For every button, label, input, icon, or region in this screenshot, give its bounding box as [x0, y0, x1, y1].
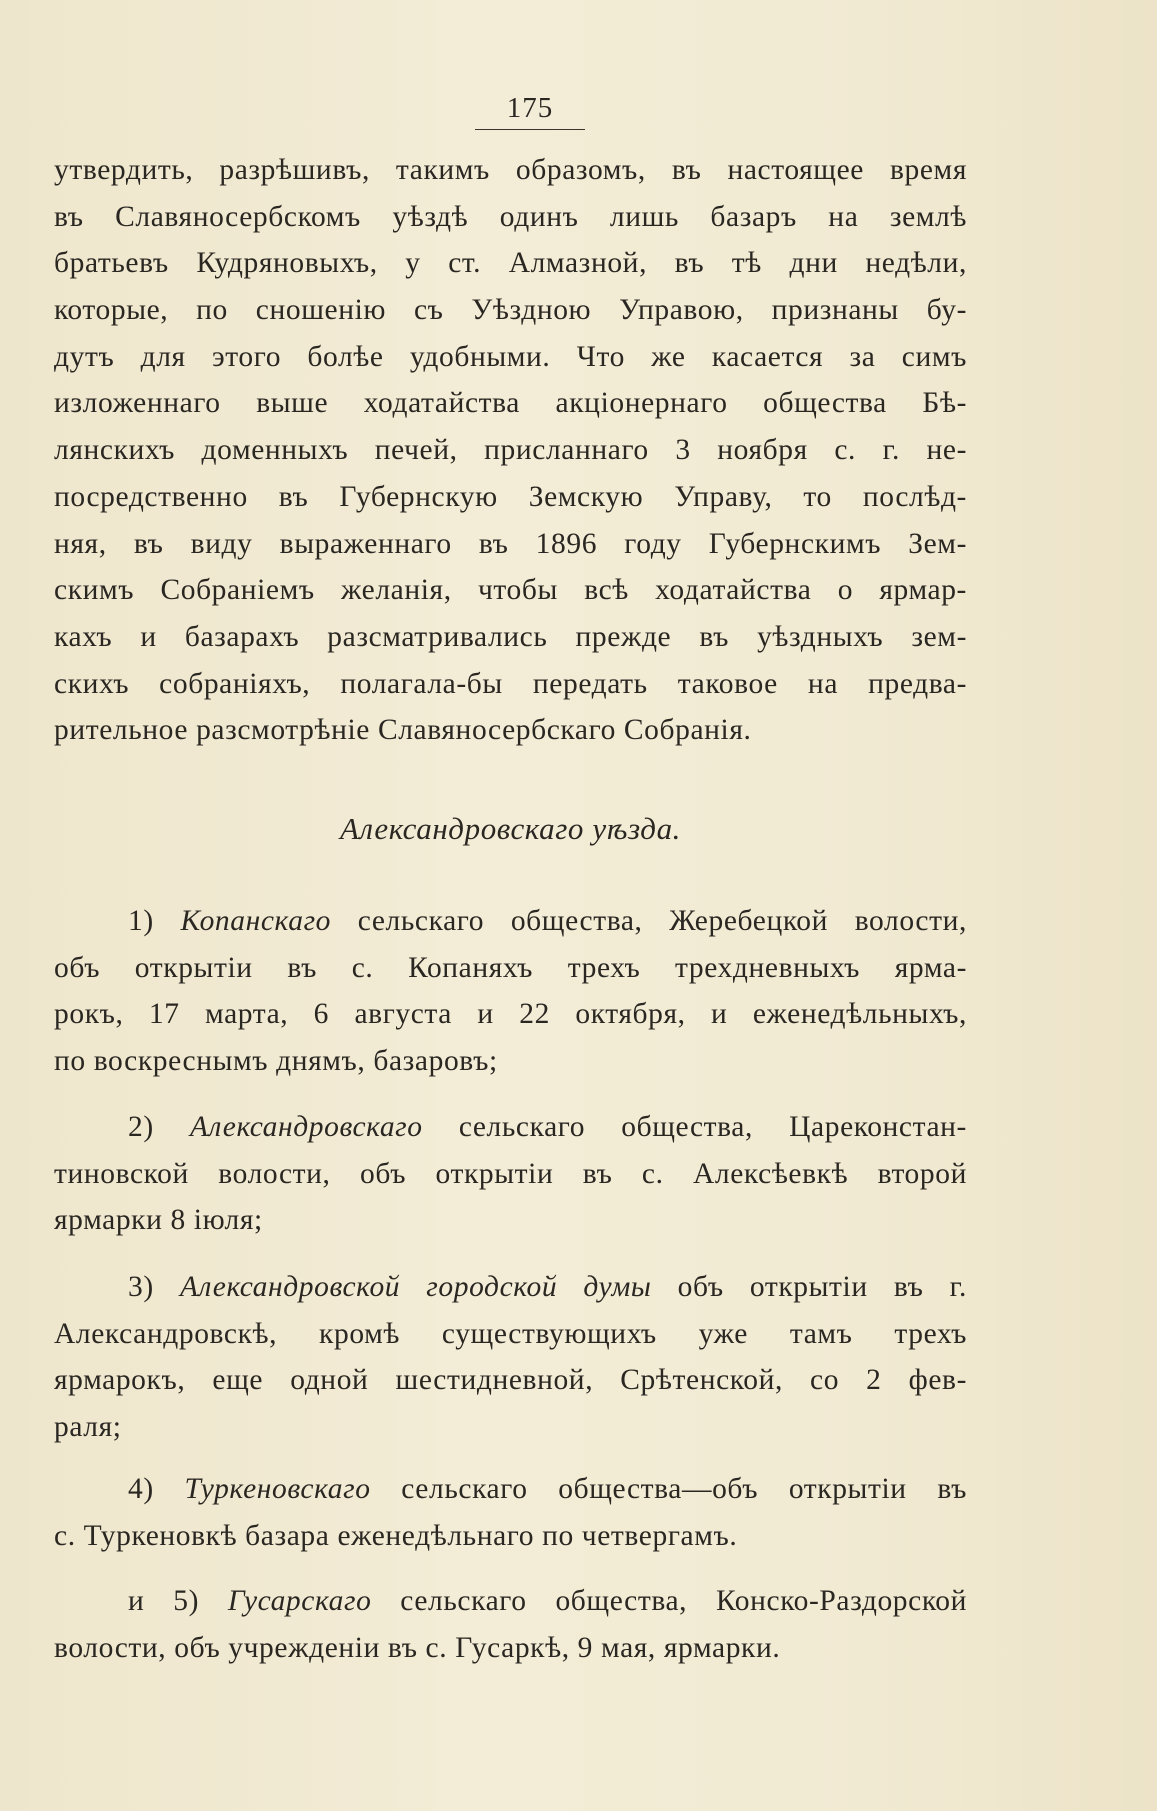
text-line: посредственно въ Губернскую Земскую Управу, то послѣд-	[54, 480, 967, 513]
text-line: дутъ для этого болѣе удобными. Что же касается за симъ	[54, 340, 967, 373]
text-line: няя, въ виду выраженнаго въ 1896 году Губернскимъ Зем-	[54, 527, 967, 560]
paragraph-1	[54, 147, 967, 754]
text-line: тиновской волости, объ открытіи въ с. Алексѣевкѣ второй	[54, 1157, 967, 1190]
text-line: Александровскѣ, кромѣ существующихъ уже тамъ трехъ	[54, 1317, 967, 1350]
text-line: по воскреснымъ днямъ, базаровъ;	[54, 1045, 498, 1078]
text-line	[54, 1264, 967, 1311]
text-line: ярмарокъ, еще одной шестидневной, Срѣтенской, со 2 фев-	[54, 1364, 967, 1397]
item-text: сельскаго общества—объ открытіи въ	[401, 1473, 967, 1505]
list-item-2	[54, 1104, 967, 1244]
text-line: рокъ, 17 марта, 6 августа и 22 октября, и еженедѣльныхъ,	[54, 998, 967, 1031]
item-name: Александровской городской думы	[179, 1271, 652, 1303]
text-line	[54, 1578, 967, 1625]
list-item-4	[54, 1466, 967, 1559]
list-item-1	[54, 898, 967, 1085]
text-line: скимъ Собраніемъ желанія, чтобы всѣ ходатайства о ярмар-	[54, 574, 967, 607]
text-line: лянскихъ доменныхъ печей, присланнаго 3 ноября с. г. не-	[54, 434, 967, 467]
text-line: рительное разсмотрѣніе Славяносербскаго Собранія.	[54, 714, 752, 747]
text-line: с. Туркеновкѣ базара еженедѣльнаго по четвергамъ.	[54, 1519, 738, 1552]
item-text: объ открытіи въ г.	[677, 1271, 967, 1303]
item-number: 3)	[128, 1271, 154, 1303]
text-line: волости, объ учрежденіи въ с. Гусаркѣ, 9 мая, ярмарки.	[54, 1631, 781, 1664]
text-line: братьевъ Кудряновыхъ, у ст. Алмазной, въ тѣ дни недѣли,	[54, 247, 967, 280]
item-name: Копанскаго	[180, 905, 332, 937]
text-line	[54, 1104, 967, 1151]
item-name: Гусарскаго	[227, 1585, 372, 1617]
list-item-3	[54, 1264, 967, 1451]
text-line: изложеннаго выше ходатайства акціонернаго общества Бѣ-	[54, 387, 967, 420]
text-line	[54, 898, 967, 945]
item-text: сельскаго общества, Конско-Раздорской	[400, 1585, 967, 1617]
text-line: раля;	[54, 1411, 122, 1444]
list-item-5	[54, 1578, 967, 1671]
text-line: объ открытіи въ с. Копаняхъ трехъ трехдневныхъ ярма-	[54, 951, 967, 984]
text-line: ярмарки 8 іюля;	[54, 1204, 263, 1237]
item-text: сельскаго общества, Цареконстан-	[458, 1111, 967, 1143]
text-line: скихъ собраніяхъ, полагала-бы передать таковое на предва-	[54, 667, 967, 700]
text-line: утвердить, разрѣшивъ, такимъ образомъ, въ настоящее время	[54, 154, 967, 186]
item-number: 1)	[128, 905, 154, 937]
text-line	[54, 1466, 967, 1513]
item-name: Туркеновскаго	[184, 1473, 371, 1505]
text-line: кахъ и базарахъ разсматривались прежде въ уѣздныхъ зем-	[54, 620, 967, 653]
item-text: сельскаго общества, Жеребецкой волости,	[357, 905, 967, 937]
item-number: 2)	[128, 1111, 154, 1143]
text-line: которые, по сношенію съ Уѣздною Управою, признаны бу-	[54, 294, 967, 327]
item-number: и 5)	[128, 1585, 199, 1617]
page-number: 175	[475, 92, 585, 130]
section-heading: Александровскаго уѣзда.	[339, 811, 682, 846]
text-line: въ Славяносербскомъ уѣздѣ одинъ лишь базаръ на землѣ	[54, 200, 967, 233]
item-name: Александровскаго	[189, 1111, 423, 1143]
item-number: 4)	[128, 1473, 154, 1505]
